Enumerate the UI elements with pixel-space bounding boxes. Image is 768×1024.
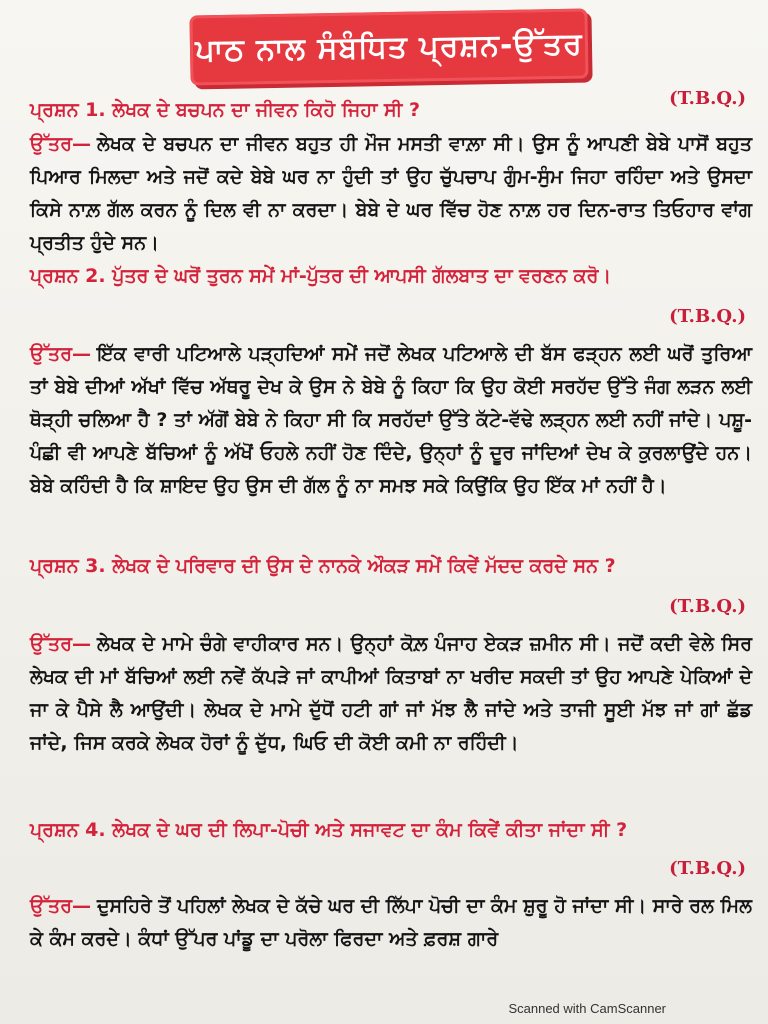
tbq-tag-4: (T.B.Q.): [669, 858, 746, 879]
tbq-tag-1: (T.B.Q.): [669, 88, 746, 109]
title-banner: [189, 9, 588, 86]
answer-label-4: ਉੱਤਰ—: [30, 895, 91, 917]
answer-label-1: ਉੱਤਰ—: [30, 133, 91, 155]
answer-text-3: ਲੇਖਕ ਦੇ ਮਾਮੇ ਚੰਗੇ ਵਾਹੀਕਾਰ ਸਨ। ਉਨ੍ਹਾਂ ਕੋਲ਼ ਪੰਜਾਹ ਏਕੜ ਜ਼ਮੀਨ ਸੀ। ਜਦੋਂ ਕਦੀ ਵੇਲੇ ਸਿਰ ਲੇਖਕ ਦੀ ਮਾਂ ਬੱਚਿਆਂ ਲਈ ਨਵੇਂ ਕੱਪੜੇ ਜਾਂ ਕਾਪੀਆਂ ਕਿਤਾਬਾਂ ਨਾ ਖਰੀਦ ਸਕਦੀ ਤਾਂ ਉਹ ਆਪਣੇ ਪੇਕਿਆਂ ਦੇ ਜਾ ਕੇ ਪੈਸੇ ਲੈ ਆਉਂਦੀ। ਲੇਖਕ ਦੇ ਮਾਮੇ ਦੁੱਧੋਂ ਹਟੀ ਗਾਂ ਜਾਂ ਮੱਝ ਲੈ ਜਾਂਦੇ ਅਤੇ ਤਾਜੀ ਸੂਈ ਮੱਝ ਜਾਂ ਗਾਂ ਛੱਡ ਜਾਂਦੇ, ਜਿਸ ਕਰਕੇ ਲੇਖਕ ਹੋਰਾਂ ਨੂੰ ਦੁੱਧ, ਘਿਓ ਦੀ ਕੋਈ ਕਮੀ ਨਾ ਰਹਿੰਦੀ।: [30, 633, 752, 754]
tbq-tag-2: (T.B.Q.): [669, 306, 746, 327]
answer-4: [30, 890, 752, 956]
scanner-watermark: Scanned with CamScanner: [508, 1001, 666, 1016]
answer-text-1: ਲੇਖਕ ਦੇ ਬਚਪਨ ਦਾ ਜੀਵਨ ਬਹੁਤ ਹੀ ਮੌਜ ਮਸਤੀ ਵਾਲ਼ਾ ਸੀ। ਉਸ ਨੂੰ ਆਪਣੀ ਬੇਬੇ ਪਾਸੋਂ ਬਹੁਤ ਪਿਆਰ ਮਿਲਦਾ ਅਤੇ ਜਦੋਂ ਕਦੇ ਬੇਬੇ ਘਰ ਨਾ ਹੁੰਦੀ ਤਾਂ ਉਹ ਚੁੱਪਚਾਪ ਗੁੰਮ-ਸੁੰਮ ਜਿਹਾ ਰਹਿੰਦਾ ਅਤੇ ਉਸਦਾ ਕਿਸੇ ਨਾਲ਼ ਗੱਲ ਕਰਨ ਨੂੰ ਦਿਲ ਵੀ ਨਾ ਕਰਦਾ। ਬੇਬੇ ਦੇ ਘਰ ਵਿੱਚ ਹੋਣ ਨਾਲ਼ ਹਰ ਦਿਨ-ਰਾਤ ਤਿਓਹਾਰ ਵਾਂਗ ਪ੍ਰਤੀਤ ਹੁੰਦੇ ਸਨ।: [30, 133, 752, 254]
question-2: ਪ੍ਰਸ਼ਨ 2. ਪੁੱਤਰ ਦੇ ਘਰੋਂ ਤੁਰਨ ਸਮੇਂ ਮਾਂ-ਪੁੱਤਰ ਦੀ ਆਪਸੀ ਗੱਲਬਾਤ ਦਾ ਵਰਣਨ ਕਰੋ।: [30, 265, 612, 287]
tbq-tag-3: (T.B.Q.): [669, 596, 746, 617]
answer-label-3: ਉੱਤਰ—: [30, 633, 91, 655]
answer-label-2: ਉੱਤਰ—: [30, 343, 91, 365]
question-4: ਪ੍ਰਸ਼ਨ 4. ਲੇਖਕ ਦੇ ਘਰ ਦੀ ਲਿਪਾ-ਪੋਚੀ ਅਤੇ ਸਜਾਵਟ ਦਾ ਕੰਮ ਕਿਵੇਂ ਕੀਤਾ ਜਾਂਦਾ ਸੀ ?: [30, 819, 628, 841]
question-3: ਪ੍ਰਸ਼ਨ 3. ਲੇਖਕ ਦੇ ਪਰਿਵਾਰ ਦੀ ਉਸ ਦੇ ਨਾਨਕੇ ਔਕੜ ਸਮੇਂ ਕਿਵੇਂ ਮੱਦਦ ਕਰਦੇ ਸਨ ?: [30, 555, 616, 577]
answer-text-4: ਦੁਸਹਿਰੇ ਤੋਂ ਪਹਿਲਾਂ ਲੇਖਕ ਦੇ ਕੱਚੇ ਘਰ ਦੀ ਲਿੱਪਾ ਪੋਚੀ ਦਾ ਕੰਮ ਸ਼ੁਰੂ ਹੋ ਜਾਂਦਾ ਸੀ। ਸਾਰੇ ਰਲ ਮਿਲ ਕੇ ਕੰਮ ਕਰਦੇ। ਕੰਧਾਂ ਉੱਪਰ ਪਾਂਡੂ ਦਾ ਪਰੋਲਾ ਫਿਰਦਾ ਅਤੇ ਫ਼ਰਸ਼ ਗਾਰੇ: [30, 895, 752, 950]
answer-2: [30, 338, 752, 503]
answer-3: [30, 628, 752, 760]
answer-text-2: ਇੱਕ ਵਾਰੀ ਪਟਿਆਲੇ ਪੜ੍ਹਦਿਆਂ ਸਮੇਂ ਜਦੋਂ ਲੇਖਕ ਪਟਿਆਲੇ ਦੀ ਬੱਸ ਫੜ੍ਹਨ ਲਈ ਘਰੋਂ ਤੁਰਿਆ ਤਾਂ ਬੇਬੇ ਦੀਆਂ ਅੱਖਾਂ ਵਿੱਚ ਅੱਥਰੂ ਦੇਖ ਕੇ ਉਸ ਨੇ ਬੇਬੇ ਨੂੰ ਕਿਹਾ ਕਿ ਉਹ ਕੋਈ ਸਰਹੱਦ ਉੱਤੇ ਜੰਗ ਲੜਨ ਲਈ ਥੋੜ੍ਹੀ ਚਲਿਆ ਹੈ ? ਤਾਂ ਅੱਗੋਂ ਬੇਬੇ ਨੇ ਕਿਹਾ ਸੀ ਕਿ ਸਰਹੱਦਾਂ ਉੱਤੇ ਕੱਟੇ-ਵੱਢੇ ਲੜ੍ਹਨ ਲਈ ਨਹੀਂ ਜਾਂਦੇ। ਪਸ਼ੂ-ਪੰਛੀ ਵੀ ਆਪਣੇ ਬੱਚਿਆਂ ਨੂੰ ਅੱਖੋਂ ਓਹਲੇ ਨਹੀਂ ਹੋਣ ਦਿੰਦੇ, ਉਨ੍ਹਾਂ ਨੂੰ ਦੂਰ ਜਾਂਦਿਆਂ ਦੇਖ ਕੇ ਕੁਰਲਾਉਂਦੇ ਹਨ। ਬੇਬੇ ਕਹਿੰਦੀ ਹੈ ਕਿ ਸ਼ਾਇਦ ਉਹ ਉਸ ਦੀ ਗੱਲ ਨੂੰ ਨਾ ਸਮਝ ਸਕੇ ਕਿਉਂਕਿ ਉਹ ਇੱਕ ਮਾਂ ਨਹੀਂ ਹੈ।: [30, 343, 752, 497]
question-1: ਪ੍ਰਸ਼ਨ 1. ਲੇਖਕ ਦੇ ਬਚਪਨ ਦਾ ਜੀਵਨ ਕਿਹੋ ਜਿਹਾ ਸੀ ?: [30, 99, 421, 121]
page-title: ਪਾਠ ਨਾਲ ਸੰਬੰਧਿਤ ਪ੍ਰਸ਼ਨ-ਉੱਤਰ: [194, 26, 583, 68]
answer-1: [30, 128, 752, 260]
